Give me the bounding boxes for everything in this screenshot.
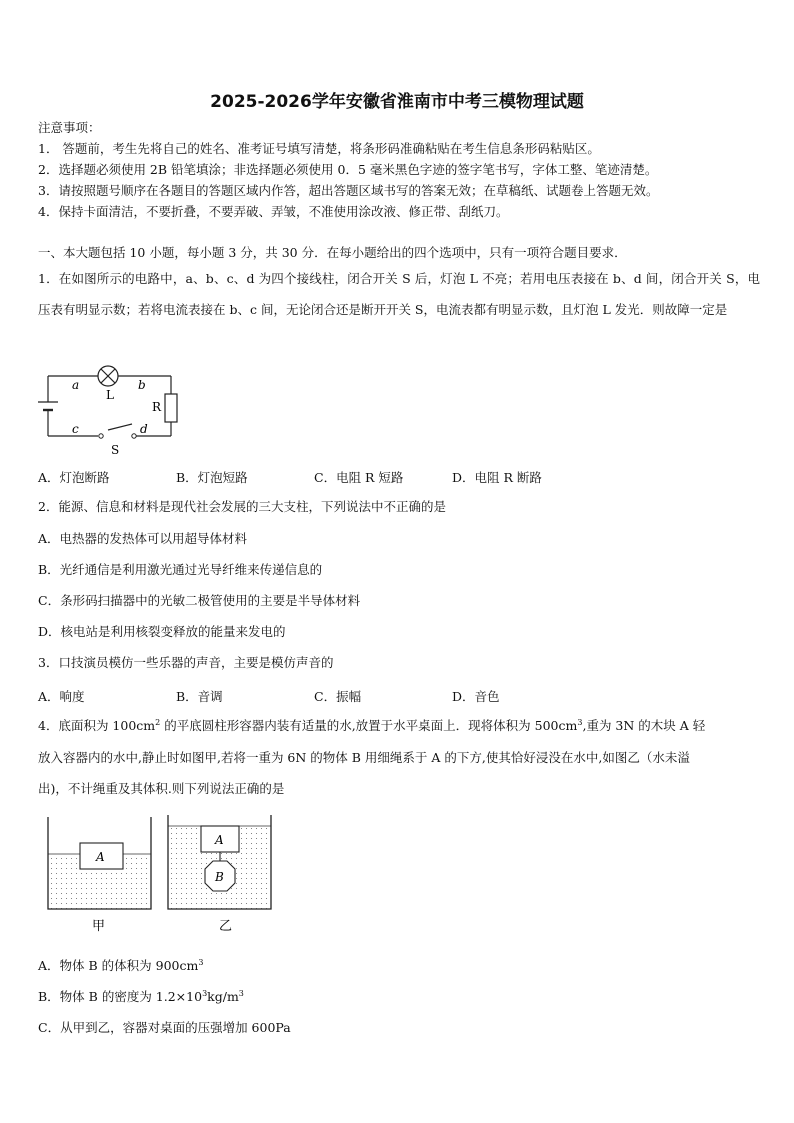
figure-yi-label: 乙 [219,919,233,934]
block-a-jia-label: A [96,850,105,864]
q1-option-b: B．灯泡短路 [176,470,248,485]
container-figures [40,812,310,937]
q4-superscript-2: 2 [155,718,161,727]
q4-option-a-text: A．物体 B 的体积为 900cm [38,958,199,973]
q4-option-b-unit: kg/m [207,989,239,1004]
q4-option-b-text: B．物体 B 的密度为 1.2×10 [38,989,203,1004]
q3-option-a: A．响度 [38,689,85,704]
q4-option-c: C．从甲到乙，容器对桌面的压强增加 600Pa [38,1020,291,1035]
figure-yi [168,815,271,934]
notice-heading: 注意事项： [38,120,101,135]
q4-option-b [38,989,244,1005]
circuit-diagram [38,362,188,462]
lamp-symbol [98,366,118,386]
figure-jia-label: 甲 [92,919,106,934]
page-title: 2025-2026学年安徽省淮南市中考三模物理试题 [210,92,584,112]
q4-text-part-2: 的平底圆柱形容器内装有适量的水,放置于水平桌面上．现将体积为 500cm [160,718,578,733]
question-1-text: 1．在如图所示的电路中，a、b、c、d 为四个接线柱，闭合开关 S 后，灯泡 L 不亮；若用电压表接在 b、d 间，闭合开关 S，电压表有明显示数；若将电流表接在 b、c 间，无论闭合还是断开开关 S，电流表都有明显示数，且灯泡 L 发光．则故障一定是 [38,271,760,317]
q4-option-b-superscript: 3 [202,989,208,998]
battery-symbol [38,402,58,410]
notice-item-1: 1． 答题前，考生先将自己的姓名、准考证号填写清楚，将条形码准确粘贴在考生信息条形码粘贴区。 [38,141,600,156]
terminal-c-label: c [72,422,79,436]
notice-item-4: 4．保持卡面清洁，不要折叠，不要弄破、弄皱，不准使用涂改液、修正带、刮纸刀。 [38,204,509,219]
lamp-label: L [106,388,114,402]
resistor-label: R [152,400,162,414]
q4-option-a [38,958,203,974]
figure-jia [48,817,151,934]
terminal-b-label: b [138,378,146,392]
resistor-symbol [165,394,177,422]
q4-superscript-3: 3 [577,718,583,727]
q3-option-d: D．音色 [452,689,500,704]
question-2-text: 2．能源、信息和材料是现代社会发展的三大支柱，下列说法中不正确的是 [38,499,446,514]
q4-text-part-3: ,重为 3N 的木块 A 轻 [582,718,706,733]
q2-option-a: A．电热器的发热体可以用超导体材料 [38,531,248,546]
q2-option-d: D．核电站是利用核裂变释放的能量来发电的 [38,624,286,639]
q1-option-a: A．灯泡断路 [38,470,110,485]
q3-option-b: B．音调 [176,689,223,704]
question-4-line-3: 出)，不计绳重及其体积.则下列说法正确的是 [38,781,285,796]
question-3-text: 3．口技演员模仿一些乐器的声音，主要是模仿声音的 [38,655,334,670]
switch-label: S [111,443,120,457]
q3-option-c: C．振幅 [314,689,362,704]
switch-contact-left [99,434,103,438]
object-b-label: B [215,870,224,884]
q1-option-d: D．电阻 R 断路 [452,470,542,485]
q4-option-b-unit-superscript: 3 [238,989,244,998]
q1-option-c: C．电阻 R 短路 [314,470,404,485]
q4-option-a-superscript: 3 [198,958,204,967]
section-heading: 一、本大题包括 10 小题，每小题 3 分，共 30 分．在每小题给出的四个选项中，只有一项符合题目要求． [38,245,627,260]
q2-option-c: C．条形码扫描器中的光敏二极管使用的主要是半导体材料 [38,593,361,608]
terminal-d-label: d [140,422,148,436]
switch-contact-right [132,434,136,438]
notice-item-2: 2．选择题必须使用 2B 铅笔填涂；非选择题必须使用 0．5 毫米黑色字迹的签字笔书写，字体工整、笔迹清楚。 [38,162,658,177]
question-4-line-1 [38,718,705,734]
terminal-a-label: a [72,378,80,392]
q2-option-b: B．光纤通信是利用激光通过光导纤维来传递信息的 [38,562,323,577]
q4-text-part-1: 4．底面积为 100cm [38,718,156,733]
block-a-yi-label: A [215,833,224,847]
question-4-line-2: 放入容器内的水中,静止时如图甲,若将一重为 6N 的物体 B 用细绳系于 A 的下方,使其恰好浸没在水中,如图乙（水未溢 [38,750,690,765]
notice-item-3: 3．请按照题号顺序在各题目的答题区域内作答，超出答题区域书写的答案无效；在草稿纸、试题卷上答题无效。 [38,183,659,198]
